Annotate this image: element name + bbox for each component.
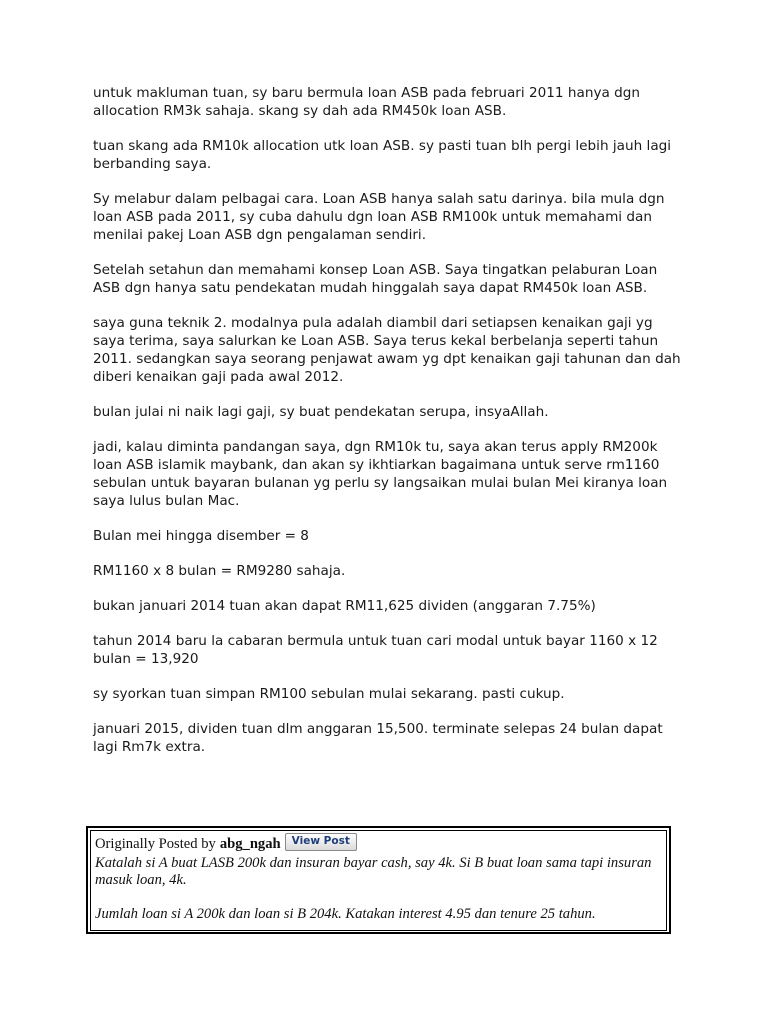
quote-body	[95, 855, 662, 923]
quote-header	[95, 833, 662, 855]
quote-author: abg_ngah	[219, 835, 281, 852]
post-paragraph: bukan januari 2014 tuan akan dapat RM11,625 dividen (anggaran 7.75%)	[93, 598, 596, 614]
post-paragraph: tuan skang ada RM10k allocation utk loan ASB. sy pasti tuan blh pergi lebih jauh lagi berbanding saya.	[93, 138, 672, 172]
view-post-button[interactable]: View Post	[285, 833, 357, 851]
post-paragraph: Setelah setahun dan memahami konsep Loan ASB. Saya tingatkan pelaburan Loan ASB dgn hanya satu pendekatan mudah hinggalah saya dapat RM450k loan ASB.	[93, 262, 658, 296]
quote-line: Katalah si A buat LASB 200k dan insuran bayar cash, say 4k. Si B buat loan sama tapi insuran masuk loan, 4k.	[95, 855, 652, 888]
post-paragraph: bulan julai ni naik lagi gaji, sy buat pendekatan serupa, insyaAllah.	[93, 404, 549, 420]
post-paragraph: sy syorkan tuan simpan RM100 sebulan mulai sekarang. pasti cukup.	[93, 686, 565, 702]
post-paragraph: saya guna teknik 2. modalnya pula adalah diambil dari setiapsen kenaikan gaji yg saya terima, saya salurkan ke Loan ASB. Saya terus kekal berbelanja seperti tahun 2011. sedangkan saya seorang penjawat awam yg dpt kenaikan gaji tahunan dan dah diberi kenaikan gaji pada awal 2012.	[93, 315, 681, 385]
post-paragraph: untuk makluman tuan, sy baru bermula loan ASB pada februari 2011 hanya dgn allocation RM3k sahaja. skang sy dah ada RM450k loan ASB.	[93, 85, 641, 119]
quote-block	[86, 826, 671, 934]
post-body	[93, 84, 683, 773]
quote-inner	[90, 830, 667, 931]
post-paragraph: januari 2015, dividen tuan dlm anggaran 15,500. terminate selepas 24 bulan dapat lagi Rm7k extra.	[93, 721, 663, 755]
post-paragraph: tahun 2014 baru la cabaran bermula untuk tuan cari modal untuk bayar 1160 x 12 bulan = 13,920	[93, 633, 658, 667]
post-paragraph: Sy melabur dalam pelbagai cara. Loan ASB hanya salah satu darinya. bila mula dgn loan ASB pada 2011, sy cuba dahulu dgn loan ASB RM100k untuk memahami dan menilai pakej Loan ASB dgn pengalaman sendiri.	[93, 191, 665, 243]
post-paragraph: Bulan mei hingga disember = 8	[93, 528, 309, 544]
quote-prefix: Originally Posted by	[95, 835, 216, 852]
quote-line: Jumlah loan si A 200k dan loan si B 204k. Katakan interest 4.95 dan tenure 25 tahun.	[95, 906, 596, 922]
post-paragraph: RM1160 x 8 bulan = RM9280 sahaja.	[93, 563, 346, 579]
post-paragraph: jadi, kalau diminta pandangan saya, dgn RM10k tu, saya akan terus apply RM200k loan ASB islamik maybank, dan akan sy ikhtiarkan bagaimana untuk serve rm1160 sebulan untuk bayaran bulanan yg perlu sy langsaikan mulai bulan Mei kiranya loan saya lulus bulan Mac.	[93, 439, 668, 509]
